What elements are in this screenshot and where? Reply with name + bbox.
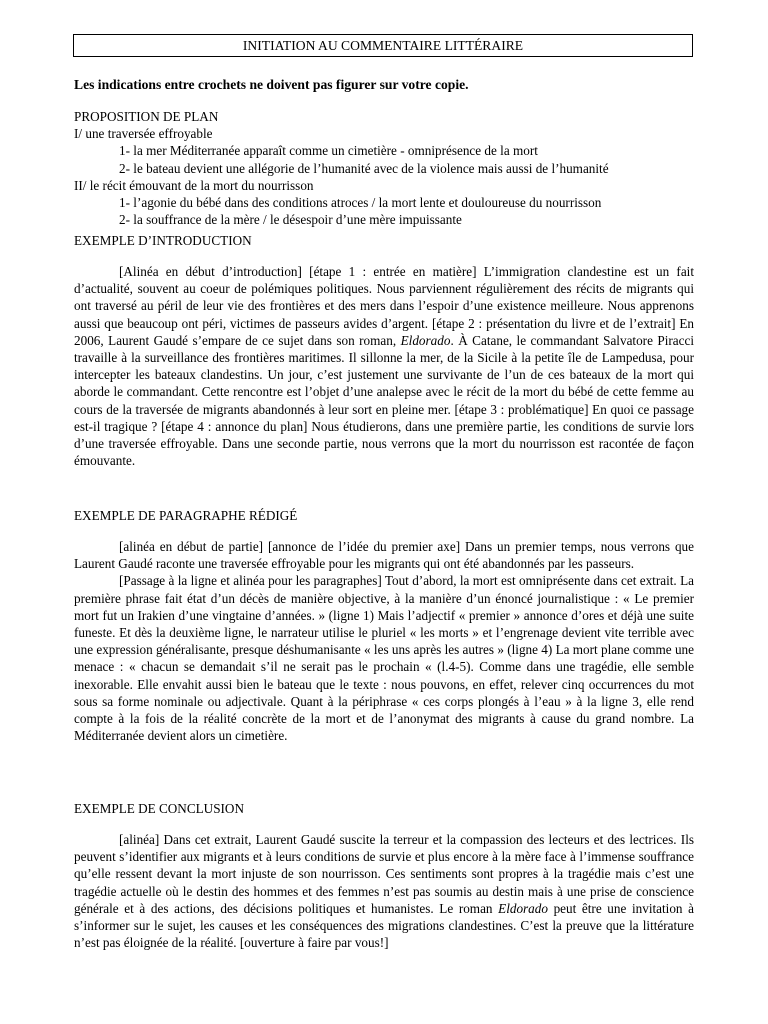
paragraph-heading: EXEMPLE DE PARAGRAPHE RÉDIGÉ [74, 508, 298, 523]
paragraph-intro: [alinéa en début de partie] [annonce de l’idée du premier axe] Dans un premier temps, nous verrons que Laurent Gaudé raconte une traversée effroyable pour les migrants qui ont été abandonnés par les passeurs. [74, 539, 694, 572]
plan-heading: PROPOSITION DE PLAN [74, 109, 219, 124]
document-title: INITIATION AU COMMENTAIRE LITTÉRAIRE [73, 34, 693, 57]
paragraph-body: [Passage à la ligne et alinéa pour les paragraphes] Tout d’abord, la mort est omniprésente dans cet extrait. La première phrase fait état d’un décès de manière objective, à la manière d’un énoncé journalistique : « Le premier mort fut un Irakien d’une vingtaine d’années. » (ligne 1) Mais l’adjectif « premier » annonce d’ores et déjà une suite funeste. Et dès la deuxième ligne, le narrateur utilise le pluriel « les morts » et l’engrenage devient vite terrible avec une expression généralisante, presque déshumanisante « les uns après les autres » (ligne 4) La mort plane comme une menace : « chacun se demandait s’il ne serait pas le prochain « (l.4-5). Comme dans une tragédie, elle semble inexorable. Elle envahit aussi bien le bateau que le texte : nous pouvons, en effet, relever cinq occurrences du mot sous sa forme nominale ou adjectivale. Quant à la périphrase « ces corps plongés à l’eau » à la ligne 3, elle rend compte à la fois de la réalité concrète de la mort et de l’anonymat des migrants à cause du grand nombre. La Méditerranée devient alors un cimetière. [74, 573, 694, 744]
plan-part-1-item: 1- la mer Méditerranée apparaît comme un cimetière - omniprésence de la mort [119, 143, 538, 159]
plan-section [74, 108, 694, 228]
instructions-notice: Les indications entre crochets ne doivent pas figurer sur votre copie. [74, 77, 469, 92]
plan-part-2-item: 2- la souffrance de la mère / le désespoir d’une mère impuissante [119, 212, 462, 228]
plan-part-1-item: 2- le bateau devient une allégorie de l’humanité avec de la violence mais aussi de l’humanité [119, 160, 609, 176]
intro-heading: EXEMPLE D’INTRODUCTION [74, 233, 252, 248]
conclusion-heading: EXEMPLE DE CONCLUSION [74, 801, 244, 816]
conclusion-book-title: Eldorado [498, 900, 548, 916]
intro-book-title: Eldorado [400, 332, 451, 348]
intro-text-part-1: [Alinéa en début d’introduction] [étape 1 : entrée en matière] L’immigration clandestine est un fait d’actualité, souvent au coeur de polémiques politiques. Nous parviennent régulièrement des récits de migrants qui ont traversé au péril de leur vie des frontières et des mers dans l’espoir d’une existence meilleure. Nous apprenons aussi que beaucoup ont péri, victimes de passeurs avides d’argent. [étape 2 : présentation du livre et de l’extrait] En 2006, Laurent Gaudé s’empare de ce sujet dans son roman, [74, 264, 694, 348]
plan-part-2: II/ le récit émouvant de la mort du nourrisson [74, 177, 314, 193]
conclusion-text-part-2: peut être une invitation à s’informer sur le sujet, les causes et les conséquences des migrations clandestines. C’est la preuve que la littérature n’est pas éloignée de la réalité. [ouverture à faire par vous!] [74, 900, 694, 951]
plan-part-1: I/ une traversée effroyable [74, 126, 213, 142]
conclusion-paragraph [74, 831, 694, 951]
conclusion-text-part-1: [alinéa] Dans cet extrait, Laurent Gaudé suscite la terreur et la compassion des lecteurs et des lectrices. Ils peuvent s’identifier aux migrants et à leurs conditions de survie et plus encore à la mère face à l’immense souffrance qu’elle ressent devant la mort injuste de son nourrisson. Ces sentiments sont propres à la tragédie mais c’est une tragédie actuelle où le destin des hommes et des femmes n’est pas soumis au destin mais à une prise de conscience générale et à des actions, des décisions politiques et humanistes. Le roman [74, 832, 694, 916]
intro-paragraph [74, 263, 694, 469]
intro-text-part-2: . À Catane, le commandant Salvatore Piracci travaille à la surveillance des frontières maritimes. Il sillonne la mer, de la Sicile à la petite île de Lampedusa, pour intercepter les bateaux clandestins. Un jour, c’est justement une survivante de l’un de ces bateaux de la mort qui aborde le commandant. Cette rencontre est l’objet d’une analepse avec le récit de la mort du bébé de cette femme au cours de la traversée de migrants abandonnés à leur sort en pleine mer. [étape 3 : problématique] En quoi ce passage est-il tragique ? [étape 4 : annonce du plan] Nous étudierons, dans une première partie, les conditions de survie lors d’une traversée effroyable. Dans une seconde partie, nous verrons que la mort du nourrisson est racontée de façon émouvante. [74, 332, 694, 469]
plan-part-2-item: 1- l’agonie du bébé dans des conditions atroces / la mort lente et douloureuse du nourrisson [119, 195, 602, 211]
paragraph-example [74, 538, 694, 744]
